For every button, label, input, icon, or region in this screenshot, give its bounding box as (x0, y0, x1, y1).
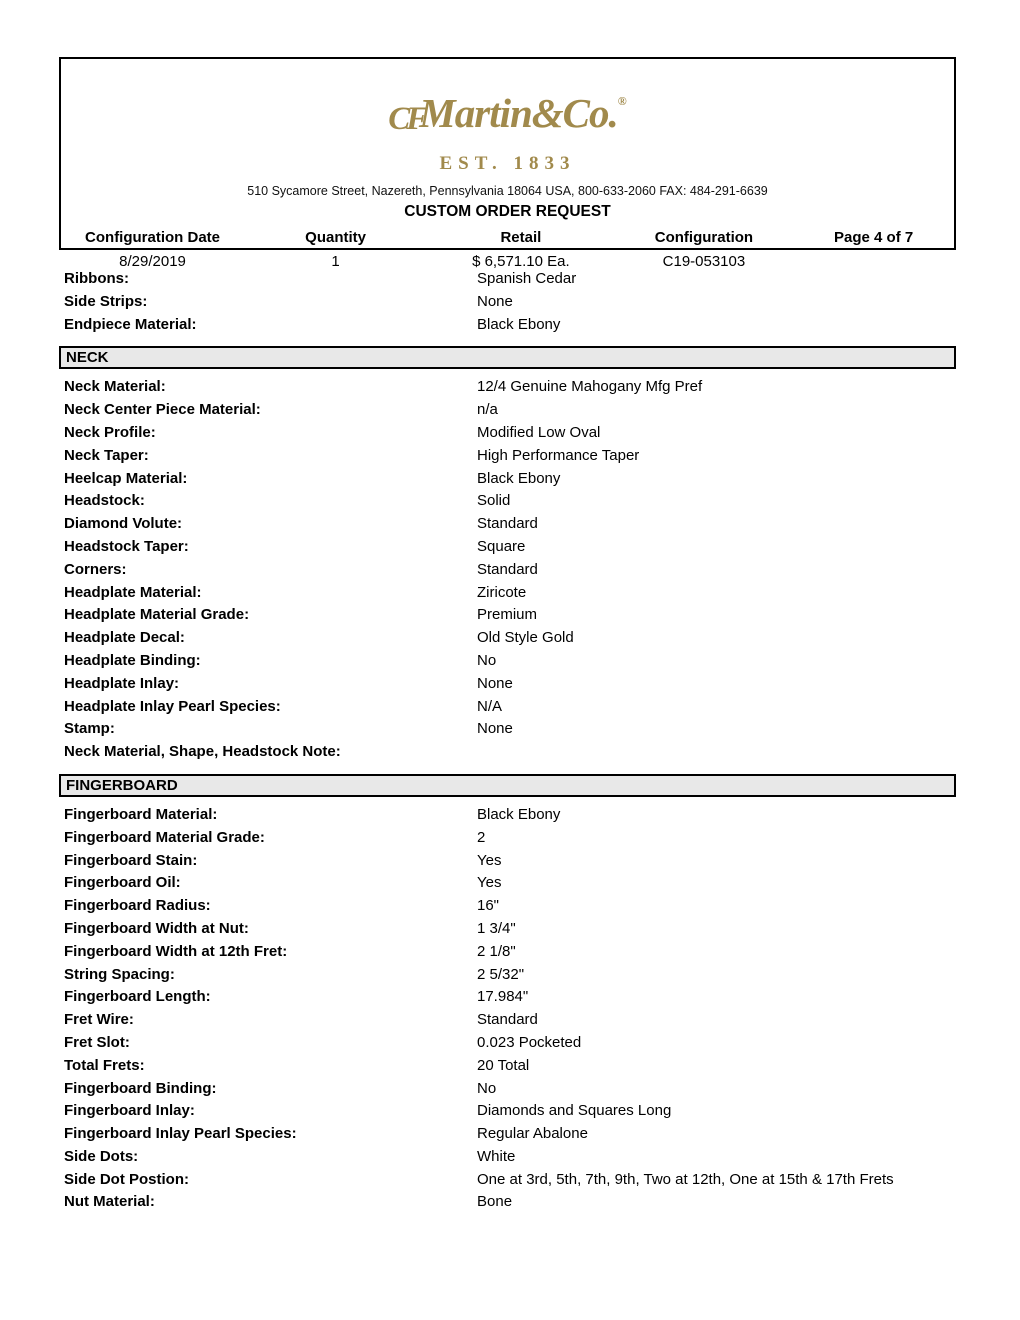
section-header-neck (59, 346, 956, 369)
field-label: Neck Profile: (64, 423, 156, 441)
spec-sections (0, 268, 1020, 1214)
field-row (0, 314, 1020, 337)
company-address: 510 Sycamore Street, Nazereth, Pennsylvania 18064 USA, 800-633-2060 FAX: 484-291-6639 (247, 184, 768, 198)
field-value: 1 3/4" (477, 919, 516, 937)
field-row (0, 673, 1020, 696)
section-title: FINGERBOARD (66, 776, 178, 794)
field-rows (0, 268, 1020, 336)
field-value: Black Ebony (477, 469, 561, 487)
field-value: Yes (477, 851, 502, 869)
field-value: Standard (477, 1011, 538, 1029)
section-header-fingerboard (59, 774, 956, 797)
meta-col-value: 1 (331, 253, 340, 270)
field-label: Fingerboard Inlay: (64, 1102, 195, 1120)
field-value: 17.984" (477, 988, 529, 1006)
field-value: Old Style Gold (477, 629, 574, 647)
field-row (0, 468, 1020, 491)
field-rows (0, 376, 1020, 764)
field-row (0, 627, 1020, 650)
field-label: Fret Slot: (64, 1033, 130, 1051)
field-value: 2 1/8" (477, 942, 516, 960)
field-value: Bone (477, 1193, 513, 1211)
field-value: None (477, 292, 513, 310)
field-row (0, 376, 1020, 399)
field-value: 16" (477, 897, 500, 915)
field-row (0, 941, 1020, 964)
brand-logo (61, 75, 954, 174)
field-label: Fingerboard Oil: (64, 874, 181, 892)
field-row (0, 1191, 1020, 1214)
field-value: Regular Abalone (477, 1125, 588, 1143)
field-row (0, 827, 1020, 850)
field-label: Neck Taper: (64, 446, 149, 464)
field-label: Side Dot Postion: (64, 1170, 189, 1188)
field-value: No (477, 651, 497, 669)
field-value: Modified Low Oval (477, 423, 601, 441)
order-header-box (59, 57, 956, 270)
field-row (0, 513, 1020, 536)
field-row (0, 604, 1020, 627)
field-row (0, 1055, 1020, 1078)
field-row (0, 872, 1020, 895)
field-label: String Spacing: (64, 965, 175, 983)
field-row (0, 804, 1020, 827)
registered-trademark-icon: ® (617, 94, 627, 108)
field-value: 0.023 Pocketed (477, 1033, 582, 1051)
field-label: Fret Wire: (64, 1011, 134, 1029)
field-row (0, 895, 1020, 918)
field-label: Ribbons: (64, 270, 129, 287)
field-row (0, 986, 1020, 1009)
field-label: Diamond Volute: (64, 515, 183, 533)
meta-col-label: Quantity (305, 229, 367, 246)
field-value: None (477, 674, 513, 692)
field-value: One at 3rd, 5th, 7th, 9th, Two at 12th, One at 15th & 17th Frets (477, 1170, 894, 1188)
field-label: Fingerboard Length: (64, 988, 211, 1006)
field-label: Fingerboard Material Grade: (64, 828, 265, 846)
meta-col-value: C19-053103 (662, 253, 746, 270)
field-label: Neck Material: (64, 378, 166, 396)
field-label: Total Frets: (64, 1056, 145, 1074)
field-label: Endpiece Material: (64, 315, 197, 333)
field-row (0, 268, 1020, 291)
field-label: Neck Material, Shape, Headstock Note: (64, 743, 341, 761)
field-row (0, 696, 1020, 719)
field-label: Headstock: (64, 492, 145, 510)
field-row (0, 536, 1020, 559)
field-label: Fingerboard Inlay Pearl Species: (64, 1125, 297, 1143)
field-value: 20 Total (477, 1056, 530, 1074)
field-label: Fingerboard Material: (64, 805, 218, 823)
field-value: Black Ebony (477, 805, 561, 823)
field-row (0, 1146, 1020, 1169)
field-label: Headplate Material: (64, 583, 202, 601)
field-value: n/a (477, 401, 498, 419)
field-value: Diamonds and Squares Long (477, 1102, 672, 1120)
field-value: Standard (477, 560, 538, 578)
logo-cf-monogram: CF (388, 101, 425, 137)
field-label: Fingerboard Width at Nut: (64, 919, 249, 937)
field-value: Standard (477, 515, 538, 533)
meta-col-value: 8/29/2019 (119, 253, 186, 270)
field-label: Neck Center Piece Material: (64, 401, 261, 419)
field-value: Square (477, 537, 526, 555)
field-label: Headplate Material Grade: (64, 606, 250, 624)
field-rows (0, 804, 1020, 1214)
field-value: 2 (477, 828, 486, 846)
field-row (0, 559, 1020, 582)
field-row (0, 1078, 1020, 1101)
logo-est-line: EST. 1833 (439, 153, 576, 174)
field-row (0, 1100, 1020, 1123)
field-row (0, 718, 1020, 741)
section-title: NECK (66, 349, 109, 367)
order-meta-labels (61, 229, 954, 246)
field-row (0, 1123, 1020, 1146)
field-label: Headplate Binding: (64, 651, 201, 669)
field-value: White (477, 1147, 516, 1165)
field-row (0, 582, 1020, 605)
field-row (0, 650, 1020, 673)
field-row (0, 490, 1020, 513)
field-value: No (477, 1079, 497, 1097)
field-value: Premium (477, 606, 538, 624)
field-label: Nut Material: (64, 1193, 155, 1211)
meta-col-label: Configuration Date (85, 229, 221, 246)
meta-col-value: $ 6,571.10 Ea. (472, 253, 570, 270)
field-value: None (477, 720, 513, 738)
field-label: Fingerboard Stain: (64, 851, 198, 869)
field-row (0, 399, 1020, 422)
field-row (0, 741, 1020, 764)
field-value: Spanish Cedar (477, 270, 577, 287)
field-label: Side Dots: (64, 1147, 139, 1165)
document-title: CUSTOM ORDER REQUEST (404, 203, 611, 220)
field-label: Fingerboard Radius: (64, 897, 211, 915)
field-value: 2 5/32" (477, 965, 525, 983)
field-row (0, 445, 1020, 468)
field-value: Ziricote (477, 583, 527, 601)
field-row (0, 291, 1020, 314)
field-value: Black Ebony (477, 315, 561, 333)
field-label: Headplate Decal: (64, 629, 185, 647)
field-label: Stamp: (64, 720, 115, 738)
meta-col-label: Page 4 of 7 (834, 229, 914, 246)
field-label: Fingerboard Width at 12th Fret: (64, 942, 288, 960)
field-row (0, 850, 1020, 873)
meta-col-label: Retail (500, 229, 542, 246)
logo-script-text: Martin&Co. (419, 90, 618, 136)
field-label: Fingerboard Binding: (64, 1079, 217, 1097)
logo-wordmark (61, 75, 954, 149)
field-value: Solid (477, 492, 511, 510)
field-value: N/A (477, 697, 503, 715)
field-label: Headstock Taper: (64, 537, 189, 555)
field-row (0, 1009, 1020, 1032)
meta-col-label: Configuration (654, 229, 754, 246)
field-row (0, 1169, 1020, 1192)
field-value: 12/4 Genuine Mahogany Mfg Pref (477, 378, 703, 396)
field-row (0, 964, 1020, 987)
field-row (0, 918, 1020, 941)
field-label: Headplate Inlay: (64, 674, 180, 692)
field-row (0, 1032, 1020, 1055)
field-row (0, 422, 1020, 445)
field-label: Side Strips: (64, 292, 148, 310)
field-label: Headplate Inlay Pearl Species: (64, 697, 281, 715)
field-value: High Performance Taper (477, 446, 640, 464)
field-value: Yes (477, 874, 502, 892)
field-label: Heelcap Material: (64, 469, 188, 487)
field-label: Corners: (64, 560, 127, 578)
